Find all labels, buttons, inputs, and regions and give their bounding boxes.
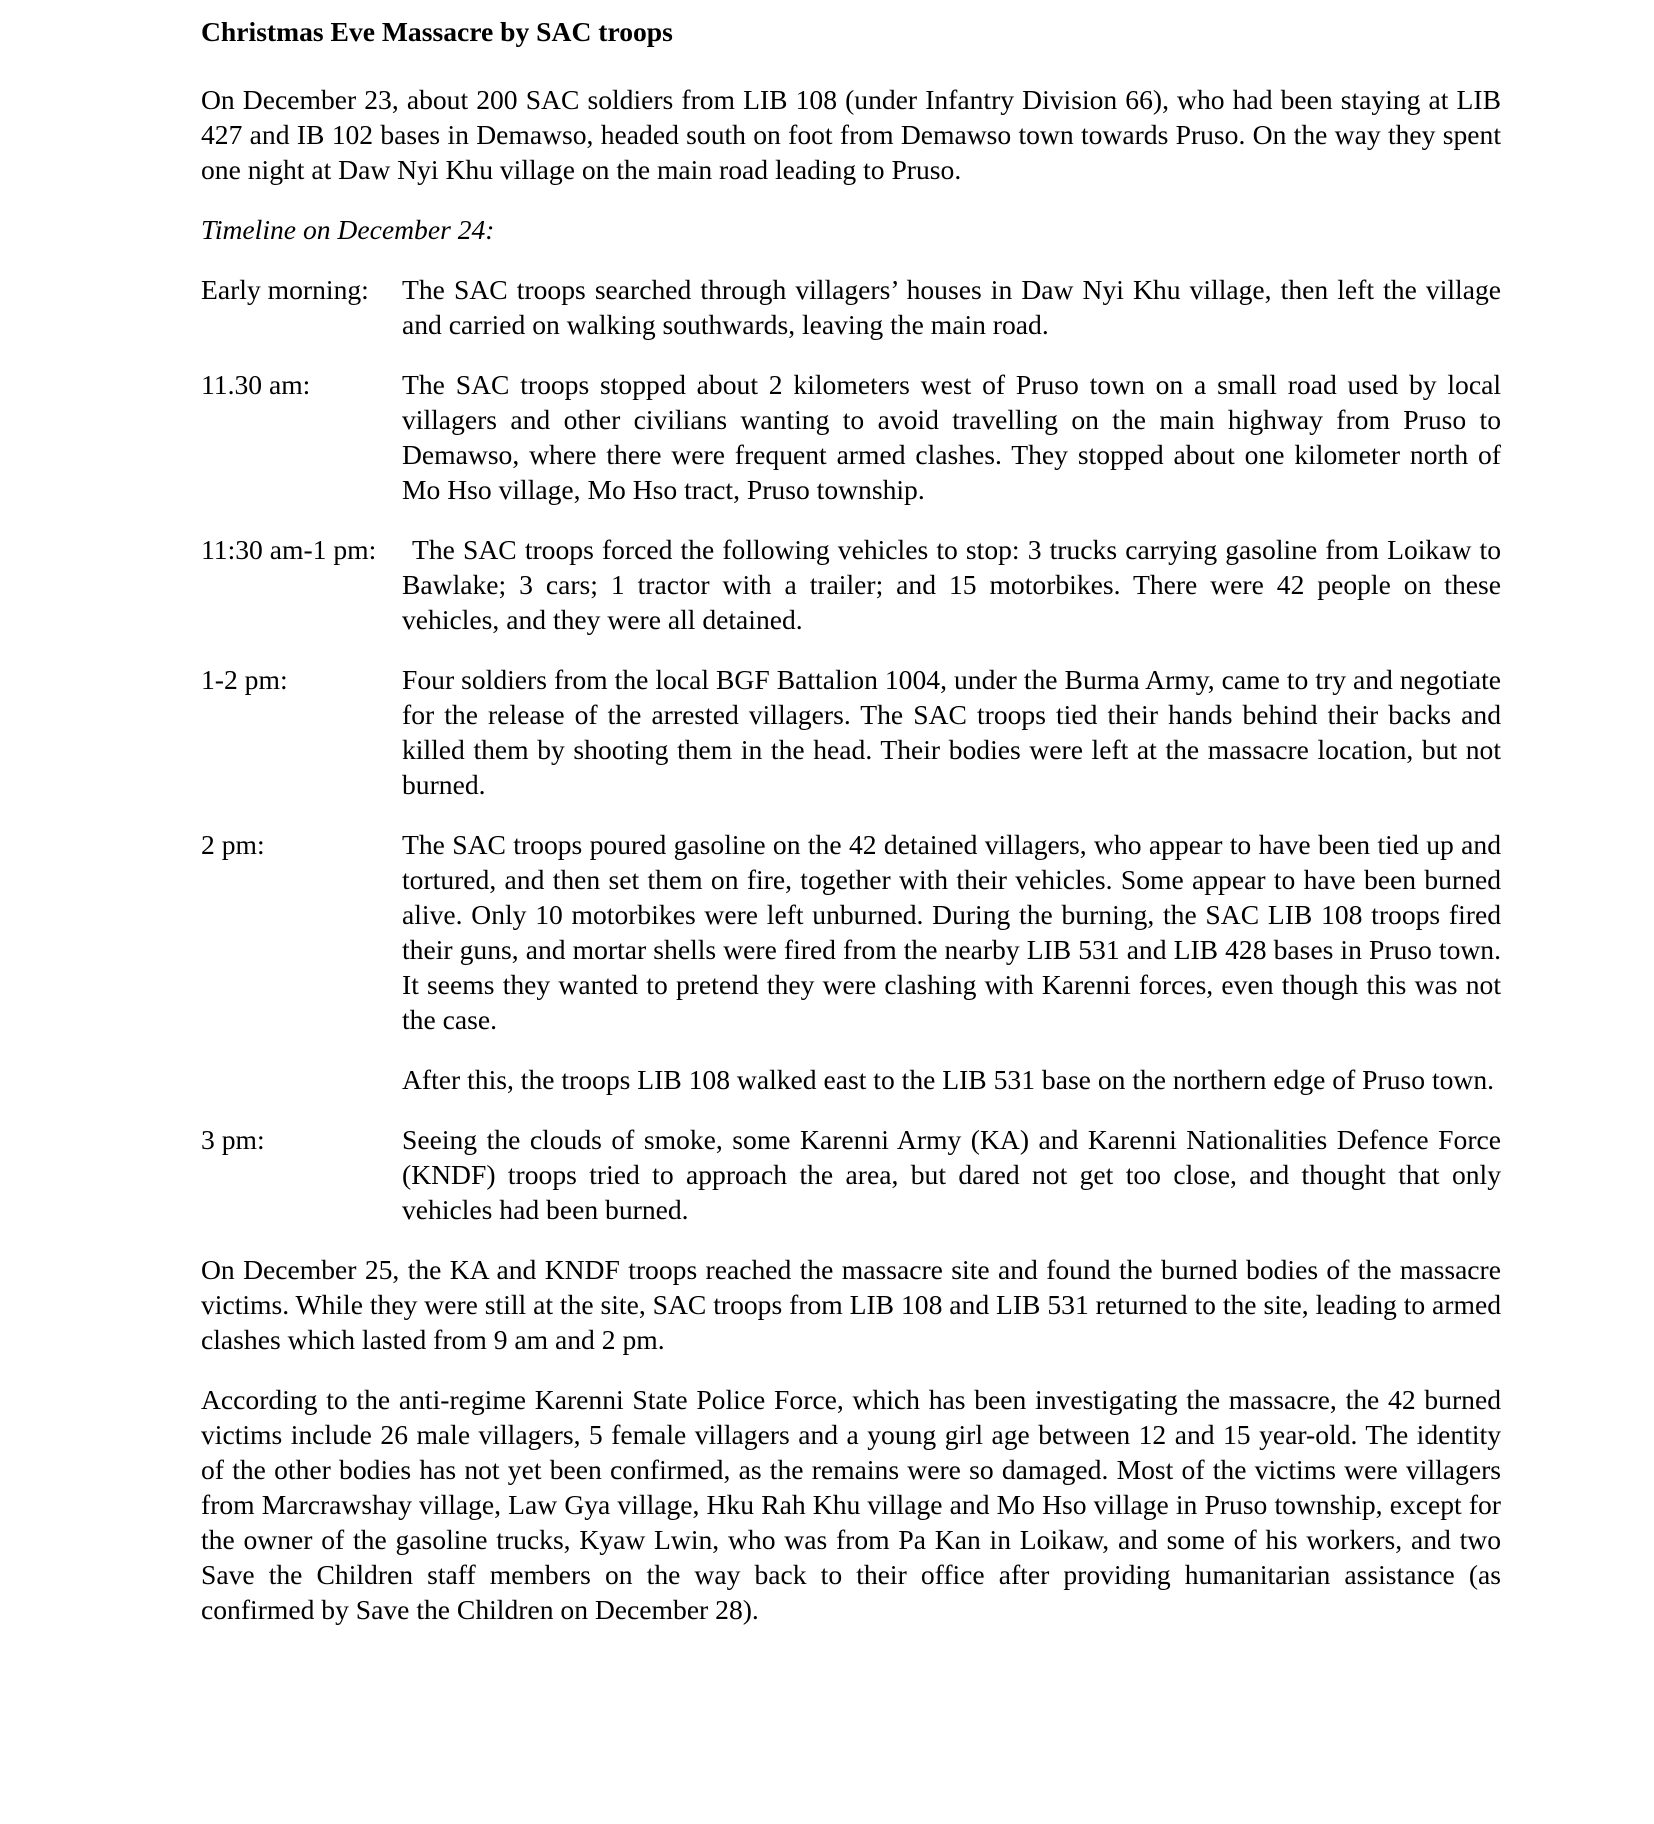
timeline-entry-2pm: [201, 827, 1501, 1037]
timeline-time: Early morning:: [201, 274, 369, 305]
timeline-time: 1-2 pm:: [201, 664, 288, 695]
timeline-continuation: After this, the troops LIB 108 walked east to the LIB 531 base on the northern edge of Pruso town.: [402, 1064, 1495, 1095]
timeline-entry-early-morning: [201, 272, 1501, 342]
timeline-time: 11.30 am:: [201, 369, 311, 400]
spacer: [201, 342, 1501, 367]
dec25-paragraph: On December 25, the KA and KNDF troops reached the massacre site and found the burned bodies of the massacre victims. While they were still at the site, SAC troops from LIB 108 and LIB 531 returned to the site, leading to armed clashes which lasted from 9 am and 2 pm.: [201, 1254, 1501, 1355]
document-title: Christmas Eve Massacre by SAC troops: [201, 16, 673, 47]
timeline-entry-1130am: [201, 367, 1501, 507]
timeline-text: The SAC troops poured gasoline on the 42 detained villagers, who appear to have been tied up and tortured, and then set them on fire, together with their vehicles. Some appear to have been burned alive. Only 10 motorbikes were left unburned. During the burning, the SAC LIB 108 troops fired their guns, and mortar shells were fired from the nearby LIB 531 and LIB 428 bases in Pruso town. It seems they wanted to pretend they were clashing with Karenni forces, even though this was not the case.: [402, 829, 1501, 1035]
spacer: [201, 1097, 1501, 1122]
timeline-text: The SAC troops searched through villagers’ houses in Daw Nyi Khu village, then left the village and carried on walking southwards, leaving the main road.: [402, 274, 1501, 340]
timeline-text: Seeing the clouds of smoke, some Karenni Army (KA) and Karenni Nationalities Defence Force (KNDF) troops tried to approach the area, but dared not get too close, and thought that only vehicles had been burned.: [402, 1124, 1501, 1225]
timeline-heading: Timeline on December 24:: [201, 214, 495, 245]
spacer: [201, 1227, 1501, 1252]
spacer: [201, 52, 1501, 82]
timeline-entry-1-2pm: [201, 662, 1501, 802]
timeline-time: 3 pm:: [201, 1124, 265, 1155]
timeline-time: 2 pm:: [201, 829, 265, 860]
timeline-text: Four soldiers from the local BGF Battalion 1004, under the Burma Army, came to try and negotiate for the release of the arrested villagers. The SAC troops tied their hands behind their backs and killed them by shooting them in the head. Their bodies were left at the massacre location, but not burned.: [402, 664, 1501, 800]
spacer: [201, 1037, 1501, 1062]
spacer: [201, 1357, 1501, 1382]
timeline-time: 11:30 am-1 pm:: [201, 534, 377, 565]
spacer: [201, 802, 1501, 827]
document-body: [201, 12, 1501, 1627]
spacer: [201, 637, 1501, 662]
timeline-entry-3pm: [201, 1122, 1501, 1227]
victims-paragraph: According to the anti-regime Karenni State Police Force, which has been investigating the massacre, the 42 burned victims include 26 male villagers, 5 female villagers and a young girl age between 12 and 15 year-old. The identity of the other bodies has not yet been confirmed, as the remains were so damaged. Most of the victims were villagers from Marcrawshay village, Law Gya village, Hku Rah Khu village and Mo Hso village in Pruso township, except for the owner of the gasoline trucks, Kyaw Lwin, who was from Pa Kan in Loikaw, and some of his workers, and two Save the Children staff members on the way back to their office after providing humanitarian assistance (as confirmed by Save the Children on December 28).: [201, 1384, 1501, 1625]
timeline-text: The SAC troops stopped about 2 kilometers west of Pruso town on a small road used by local villagers and other civilians wanting to avoid travelling on the main highway from Pruso to Demawso, where there were frequent armed clashes. They stopped about one kilometer north of Mo Hso village, Mo Hso tract, Pruso township.: [402, 369, 1501, 505]
timeline-entry-1130am-1pm: [201, 532, 1501, 637]
spacer: [201, 187, 1501, 212]
spacer: [201, 247, 1501, 272]
timeline-text: The SAC troops forced the following vehicles to stop: 3 trucks carrying gasoline from Loikaw to Bawlake; 3 cars; 1 tractor with a trailer; and 15 motorbikes. There were 42 people on these vehicles, and they were all detained.: [402, 534, 1501, 635]
spacer: [201, 507, 1501, 532]
intro-paragraph: On December 23, about 200 SAC soldiers from LIB 108 (under Infantry Division 66), who had been staying at LIB 427 and IB 102 bases in Demawso, headed south on foot from Demawso town towards Pruso. On the way they spent one night at Daw Nyi Khu village on the main road leading to Pruso.: [201, 84, 1501, 185]
